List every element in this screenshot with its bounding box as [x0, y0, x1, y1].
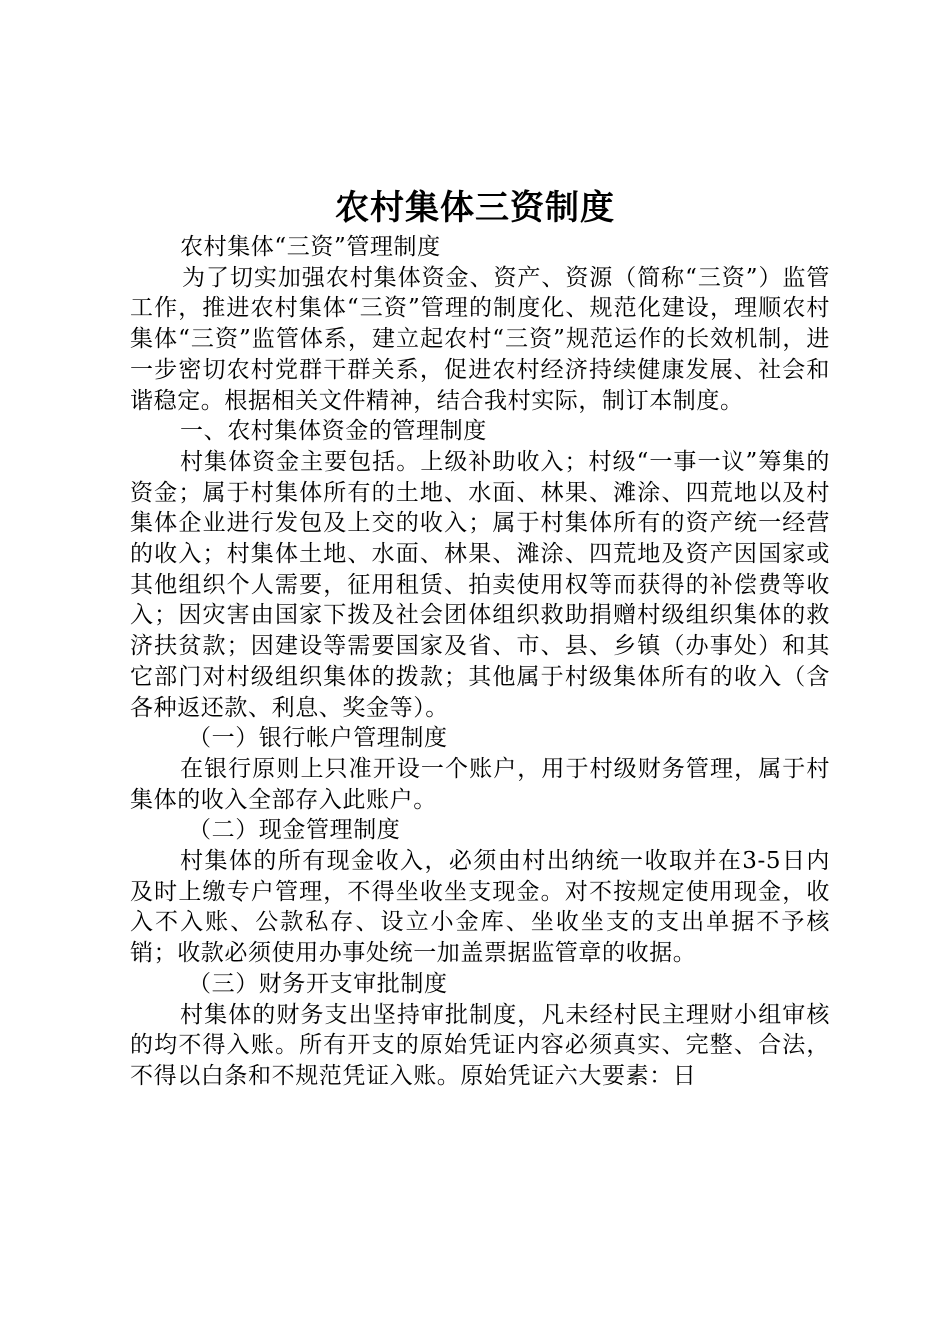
subsection-heading-cash: （二）现金管理制度 — [188, 817, 401, 844]
document-title: 农村集体三资制度 — [335, 188, 615, 228]
paragraph-cash: 村集体的所有现金收入，必须由村出纳统一收取并在3-5日内及时上缴专户管理，不得坐收坐支现金。对不按规定使用现金，收入不入账、公款私存、设立小金库、坐收坐支的支出单据不予核销；收款必须使用办事处统一加盖票据监管章的收据。 — [130, 848, 830, 967]
paragraph-bank-account: 在银行原则上只准开设一个账户，用于村级财务管理，属于村集体的收入全部存入此账户。 — [130, 755, 830, 813]
paragraph-expense-approval: 村集体的财务支出坚持审批制度，凡未经村民主理财小组审核的均不得入账。所有开支的原始凭证内容必须真实、完整、合法，不得以白条和不规范凭证入账。原始凭证六大要素：日 — [130, 1001, 830, 1089]
paragraph-purpose: 为了切实加强农村集体资金、资产、资源（简称“三资”）监管工作，推进农村集体“三资”管理的制度化、规范化建设，理顺农村集体“三资”监管体系，建立起农村“三资”规范运作的长效机制，进一步密切农村党群干群关系，促进农村经济持续健康发展、社会和谐稳定。根据相关文件精神，结合我村实际，制订本制度。 — [130, 264, 830, 414]
subsection-heading-expense-approval: （三）财务开支审批制度 — [188, 970, 448, 997]
section-heading-intro: 农村集体“三资”管理制度 — [180, 234, 441, 260]
subsection-heading-bank-account: （一）银行帐户管理制度 — [188, 725, 448, 752]
paragraph-funds-scope: 村集体资金主要包括。上级补助收入；村级“一事一议”筹集的资金；属于村集体所有的土地、水面、林果、滩涂、四荒地以及村集体企业进行发包及上交的收入；属于村集体所有的资产统一经营的收入；村集体土地、水面、林果、滩涂、四荒地及资产因国家或其他组织个人需要，征用租赁、拍卖使用权等而获得的补偿费等收入；因灾害由国家下拨及社会团体组织救助捐赠村级组织集体的救济扶贫款；因建设等需要国家及省、市、县、乡镇（办事处）和其它部门对村级组织集体的拨款；其他属于村级集体所有的收入（含各种返还款、利息、奖金等）。 — [130, 448, 830, 721]
section-heading-funds: 一、农村集体资金的管理制度 — [180, 418, 487, 445]
document-body — [130, 232, 830, 1092]
